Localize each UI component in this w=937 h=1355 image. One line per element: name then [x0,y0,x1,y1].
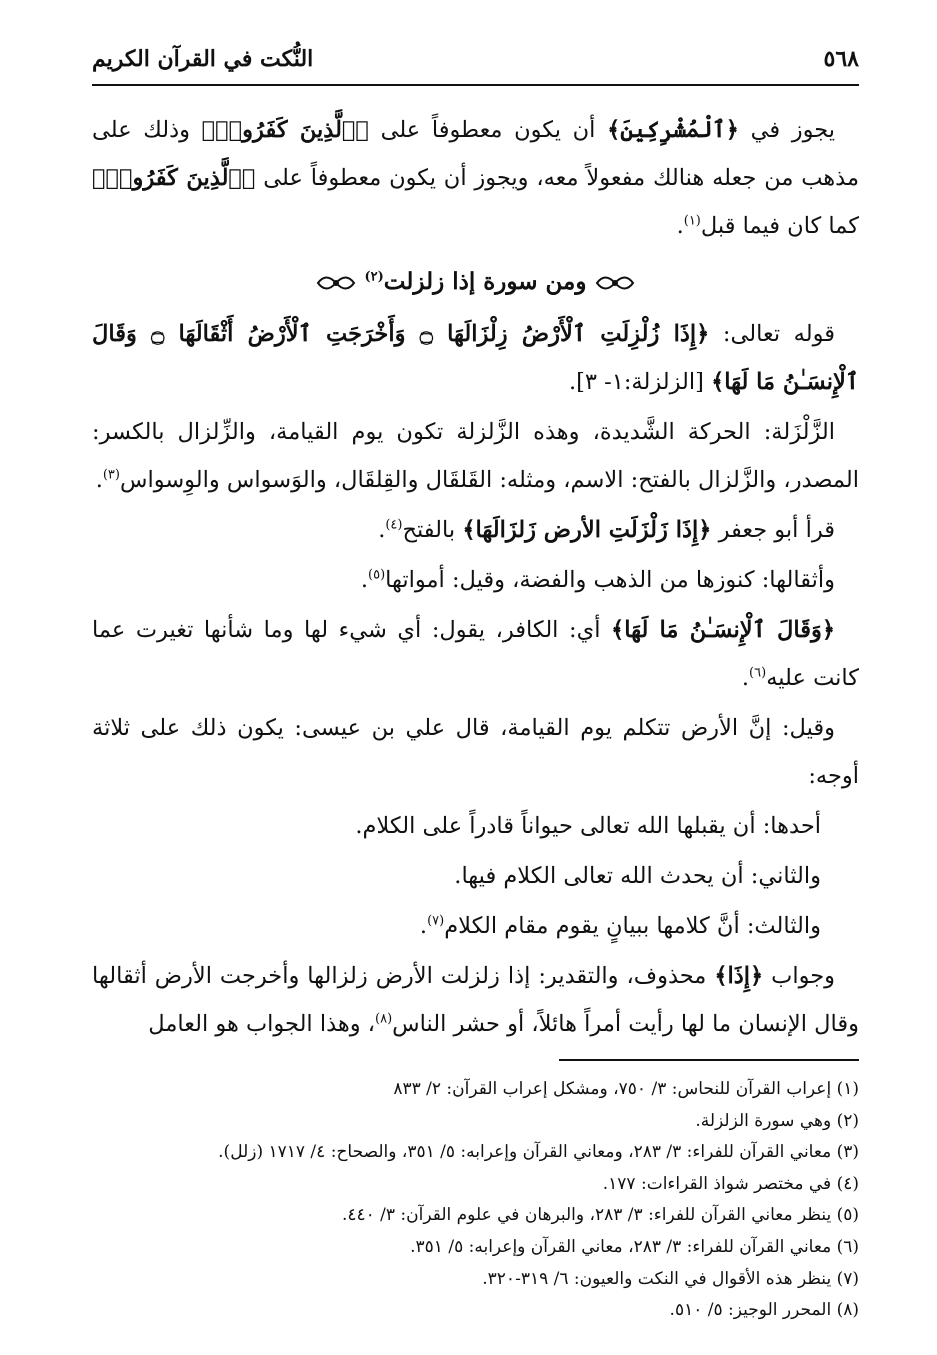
footnote-ref: (٥) [368,567,386,583]
footnote-ref: (٢) [364,269,384,285]
verse-reference: [الزلزلة:١- ٣]. [568,369,704,395]
paragraph-1: يجوز في ﴿ٱلْمُشْرِكِينَ﴾ أن يكون معطوفاً على ﴿ٱلَّذِينَ كَفَرُوا۟﴾ وذلك على مذهب من جعله هنالك مفعولاً معه، ويجوز أن يكون معطوفاً على ﴿ٱلَّذِينَ كَفَرُوا۟﴾ كما كان فيما قبل$^{(١)}$. [92,117,860,239]
text-span: يجوز في [750,117,836,143]
footnote-item: (٣) معاني القرآن للفراء: ٣/ ٢٨٣، ومعاني القرآن وإعرابه: ٥/ ٣٥١، والصحاح: ٤/ ١٧١٧ (زلل). [218,1142,859,1163]
text-span: أحدها: أن يقبلها الله تعالى حيواناً قادراً على الكلام. [355,813,821,839]
footnote-item: (٦) معاني القرآن للفراء: ٣/ ٢٨٣، معاني القرآن وإعرابه: ٥/ ٣٥١. [410,1236,859,1257]
page-header [92,40,859,80]
surah-heading [92,260,859,304]
paragraph-2 [92,310,859,406]
quran-quote: ﴿ٱلَّذِينَ كَفَرُوا۟﴾ [92,165,256,191]
footnote-ref: (٧) [427,913,445,929]
heading-text: ومن سورة إذا زلزلت [383,268,587,295]
quran-quote: ﴿ٱلَّذِينَ كَفَرُوا۟﴾ [201,117,369,143]
footnote-item: (٥) ينظر معاني القرآن للفراء: ٣/ ٢٨٣، والبرهان في علوم القرآن: ٣/ ٤٤٠. [341,1205,859,1226]
quran-quote: ﴿ٱلْمُشْرِكِينَ﴾ [607,117,739,143]
footnotes [92,1074,859,1327]
paragraph-6: ﴿وَقَالَ ٱلْإِنسَـٰنُ مَا لَهَا﴾ أي: الكافر، يقول: أي شيء لها وما شأنها تغيرت عما كانت عليه$^{(٦)}$. [92,617,859,691]
paragraph-11 [92,952,859,1048]
paragraph-4: قرأ أبو جعفر ﴿إِذَا زَلْزَلَتِ الأرض زَلزَالَهَا﴾ بالفتح$^{(٤)}$. [378,517,835,543]
running-title: النُّكت في القرآن الكريم [92,46,314,72]
footnote-item: (٨) المحرر الوجيز: ٥/ ٥١٠. [669,1300,859,1321]
paragraph-8 [92,802,859,850]
paragraph-10: والثالث: أنَّ كلامها ببيانٍ يقوم مقام الكلام$^{(٧)}$. [419,913,821,939]
footnote-ref: (٣) [102,467,120,483]
quran-quote: ﴿إِذَا﴾ [714,963,764,989]
text-span: محذوف، والتقدير: إذا زلزلت الأرض زلزالها وأخرجت الأرض أثقالها وقال الإنسان ما لها رأيت أمراً هائلاً، أو حشر الناس [92,963,859,1037]
footnote-ref: (٦) [749,665,767,681]
book-page [92,40,859,1355]
footnote-ref: (٨) [375,1011,393,1027]
footnote-ref: (١) [683,213,701,229]
text-span: وذلك على مذهب من جعله هنالك مفعولاً معه، ويجوز أن يكون معطوفاً على [92,117,860,191]
header-rule [92,84,859,86]
paragraph-3: الزَّلْزَلة: الحركة الشَّديدة، وهذه الزَّلزلة تكون يوم القيامة، والزِّلزال بالكسر: المصدر، والزَّلزال بالفتح: الاسم، ومثله: القَلقَال والقِلقَال، والوَسواس والوِسواس$^{(٣)}$. [92,419,859,493]
footnote-item: (١) إعراب القرآن للنحاس: ٣/ ٧٥٠، ومشكل إعراب القرآن: ٢/ ٨٣٣ [393,1079,859,1099]
main-text [92,106,859,1050]
text-span: ، وهذا الجواب هو العامل [148,1011,376,1037]
page-number: ٥٦٨ [823,46,859,72]
quran-quote: ﴿إِذَا زُلْزِلَتِ ٱلْأَرْضُ زِلْزَالَهَا ۝ وَأَخْرَجَتِ ٱلْأَرْضُ أَثْقَالَهَا ۝ وَقَالَ ٱلْإِنسَـٰنُ مَا لَهَا﴾ [92,321,859,395]
paragraph-5: وأثقالها: كنوزها من الذهب والفضة، وقيل: أمواتها$^{(٥)}$. [360,567,835,593]
text-span: قرأ أبو جعفر [718,517,835,543]
quran-quote: ﴿إِذَا زَلْزَلَتِ الأرض زَلزَالَهَا﴾ [462,517,712,543]
text-span: كما كان فيما قبل [700,213,859,239]
ornament-left-icon [316,270,356,296]
text-span: الزَّلْزَلة: الحركة الشَّديدة، وهذه الزَّلزلة تكون يوم القيامة، والزِّلزال بالكسر: المصدر، والزَّلزال بالفتح: الاسم، ومثله: القَلقَال والقِلقَال، والوَسواس والوِسواس [92,419,859,493]
quran-quote: ﴿وَقَالَ ٱلْإِنسَـٰنُ مَا لَهَا﴾ [611,617,836,643]
text-span: قوله تعالى: [722,321,835,347]
footnote-separator [559,1059,859,1061]
text-span: أن يكون معطوفاً على [380,117,596,143]
text-span: وقيل: إنَّ الأرض تتكلم يوم القيامة، قال علي بن عيسى: يكون ذلك على ثلاثة أوجه: [92,715,859,789]
paragraph-9 [92,852,859,900]
footnote-item: (٧) ينظر هذه الأقوال في النكت والعيون: ٦/ ٣١٩-٣٢٠. [482,1268,859,1289]
text-span: والثاني: أن يحدث الله تعالى الكلام فيها. [454,863,821,889]
text-span: والثالث: أنَّ كلامها ببيانٍ يقوم مقام الكلام [444,913,821,939]
text-span: أي: الكافر، يقول: أي شيء لها وما شأنها تغيرت عما كانت عليه [92,617,859,691]
text-span: وجواب [771,963,836,989]
ornament-right-icon [595,270,635,296]
text-span: وأثقالها: كنوزها من الذهب والفضة، وقيل: أمواتها [385,567,835,593]
footnote-item: (٢) وهي سورة الزلزلة. [695,1110,859,1131]
paragraph-7 [92,704,859,800]
footnote-ref: (٤) [385,517,403,533]
footnote-item: (٤) في مختصر شواذ القراءات: ١٧٧. [602,1173,859,1194]
text-span: بالفتح [402,517,456,543]
